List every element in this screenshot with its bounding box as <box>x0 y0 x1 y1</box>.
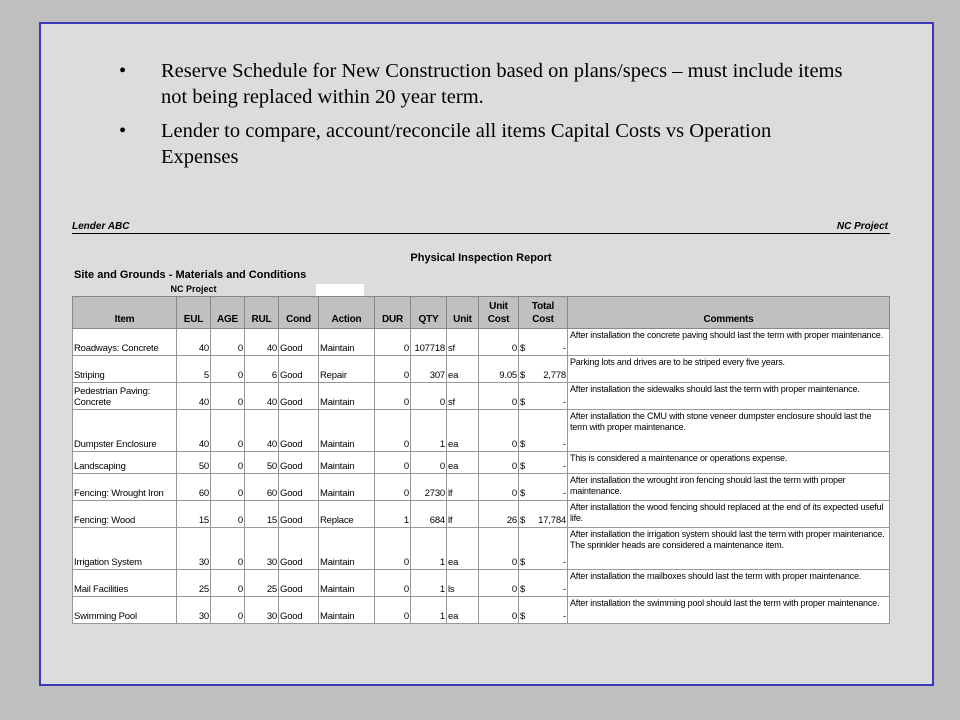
row-action: Maintain <box>319 452 375 474</box>
row-comment: After installation the irrigation system should last the term with proper maintenance. The sprinkler heads are considered a maintenance item. <box>568 528 890 570</box>
row-unit-cost: 0 <box>479 329 519 356</box>
row-age: 0 <box>211 410 245 452</box>
row-rul: 25 <box>245 570 279 597</box>
row-action: Maintain <box>319 528 375 570</box>
row-age: 0 <box>211 570 245 597</box>
row-item-name: Striping <box>73 356 177 383</box>
row-action: Maintain <box>319 410 375 452</box>
row-cond: Good <box>279 528 319 570</box>
row-total-cost <box>519 570 568 597</box>
table-row <box>73 570 890 597</box>
total-cost-value: - <box>563 343 566 354</box>
row-rul: 15 <box>245 501 279 528</box>
row-qty: 107718 <box>411 329 447 356</box>
dollar-sign: $ <box>520 557 526 568</box>
row-cond: Good <box>279 501 319 528</box>
row-comment: After installation the concrete paving should last the term with proper maintenance. <box>568 329 890 356</box>
row-unit: lf <box>447 474 479 501</box>
row-unit: lf <box>447 501 479 528</box>
row-action: Maintain <box>319 570 375 597</box>
row-eul: 30 <box>177 597 211 624</box>
bullet-text: Lender to compare, account/reconcile all items Capital Costs vs Operation Expenses <box>161 120 772 168</box>
col-header-rul: RUL <box>245 297 279 329</box>
table-row <box>73 474 890 501</box>
row-unit: ea <box>447 410 479 452</box>
row-rul: 60 <box>245 474 279 501</box>
row-rul: 40 <box>245 410 279 452</box>
row-item-name: Roadways: Concrete <box>73 329 177 356</box>
table-header-row <box>73 297 890 329</box>
row-age: 0 <box>211 452 245 474</box>
table-row <box>73 528 890 570</box>
col-header-total-cost: Total Cost <box>519 297 568 329</box>
row-dur: 0 <box>375 528 411 570</box>
row-total-cost <box>519 597 568 624</box>
row-dur: 0 <box>375 383 411 410</box>
row-eul: 40 <box>177 383 211 410</box>
row-item-name: Mail Facilities <box>73 570 177 597</box>
row-age: 0 <box>211 528 245 570</box>
row-total-cost <box>519 501 568 528</box>
row-unit: ea <box>447 452 479 474</box>
bullet-text: Reserve Schedule for New Construction based on plans/specs – must include items not being replaced within 20 year term. <box>161 60 843 108</box>
col-header-cond: Cond <box>279 297 319 329</box>
row-total-cost <box>519 410 568 452</box>
bullet-list <box>111 58 851 178</box>
row-cond: Good <box>279 356 319 383</box>
row-age: 0 <box>211 329 245 356</box>
total-cost-value: - <box>563 611 566 622</box>
total-cost-value: - <box>563 461 566 472</box>
row-dur: 0 <box>375 452 411 474</box>
row-qty: 0 <box>411 383 447 410</box>
row-cond: Good <box>279 570 319 597</box>
col-header-eul: EUL <box>177 297 211 329</box>
row-cond: Good <box>279 329 319 356</box>
row-unit-cost: 9.05 <box>479 356 519 383</box>
row-eul: 25 <box>177 570 211 597</box>
row-age: 0 <box>211 597 245 624</box>
row-qty: 1 <box>411 528 447 570</box>
row-qty: 1 <box>411 570 447 597</box>
row-item-name: Dumpster Enclosure <box>73 410 177 452</box>
row-qty: 1 <box>411 597 447 624</box>
dollar-sign: $ <box>520 488 526 499</box>
table-row <box>73 329 890 356</box>
project-name: NC Project <box>836 221 888 232</box>
total-cost-value: - <box>563 397 566 408</box>
row-dur: 0 <box>375 474 411 501</box>
row-dur: 0 <box>375 356 411 383</box>
col-header-item: Item <box>73 297 177 329</box>
dollar-sign: $ <box>520 515 526 526</box>
row-comment: This is considered a maintenance or operations expense. <box>568 452 890 474</box>
table-row <box>73 383 890 410</box>
dollar-sign: $ <box>520 397 526 408</box>
dollar-sign: $ <box>520 461 526 472</box>
table-row <box>73 410 890 452</box>
row-total-cost <box>519 329 568 356</box>
bullet-glyph: • <box>119 120 127 142</box>
row-item-name: Fencing: Wrought Iron <box>73 474 177 501</box>
report-title: Physical Inspection Report <box>410 252 552 264</box>
row-unit-cost: 0 <box>479 570 519 597</box>
row-qty: 2730 <box>411 474 447 501</box>
row-rul: 6 <box>245 356 279 383</box>
row-total-cost <box>519 452 568 474</box>
dollar-sign: $ <box>520 439 526 450</box>
row-qty: 1 <box>411 410 447 452</box>
row-age: 0 <box>211 474 245 501</box>
row-age: 0 <box>211 356 245 383</box>
bullet-item <box>111 58 851 110</box>
row-eul: 60 <box>177 474 211 501</box>
row-item-name: Landscaping <box>73 452 177 474</box>
row-rul: 30 <box>245 528 279 570</box>
row-action: Maintain <box>319 597 375 624</box>
total-cost-value: 2,778 <box>543 370 566 381</box>
row-unit: ea <box>447 528 479 570</box>
inspection-table <box>72 296 890 624</box>
row-cond: Good <box>279 410 319 452</box>
bullet-glyph: • <box>119 60 127 82</box>
row-total-cost <box>519 356 568 383</box>
lender-name: Lender ABC <box>72 221 130 232</box>
row-rul: 30 <box>245 597 279 624</box>
row-unit-cost: 0 <box>479 474 519 501</box>
row-unit-cost: 0 <box>479 383 519 410</box>
row-eul: 15 <box>177 501 211 528</box>
row-action: Maintain <box>319 383 375 410</box>
section-title: Site and Grounds - Materials and Conditions <box>74 269 307 281</box>
header-divider <box>72 233 890 234</box>
table-row <box>73 597 890 624</box>
total-cost-value: - <box>563 557 566 568</box>
col-header-age: AGE <box>211 297 245 329</box>
row-comment: Parking lots and drives are to be striped every five years. <box>568 356 890 383</box>
col-header-dur: DUR <box>375 297 411 329</box>
row-comment: After installation the wood fencing should replaced at the end of its expected useful life. <box>568 501 890 528</box>
row-total-cost <box>519 528 568 570</box>
row-unit-cost: 0 <box>479 452 519 474</box>
row-item-name: Fencing: Wood <box>73 501 177 528</box>
dollar-sign: $ <box>520 343 526 354</box>
table-row <box>73 356 890 383</box>
row-dur: 0 <box>375 410 411 452</box>
col-header-unit: Unit <box>447 297 479 329</box>
row-rul: 40 <box>245 383 279 410</box>
row-rul: 50 <box>245 452 279 474</box>
row-cond: Good <box>279 452 319 474</box>
col-header-comments: Comments <box>568 297 890 329</box>
row-dur: 0 <box>375 597 411 624</box>
row-unit-cost: 0 <box>479 528 519 570</box>
row-item-name: Pedestrian Paving: Concrete <box>73 383 177 410</box>
row-comment: After installation the mailboxes should last the term with proper maintenance. <box>568 570 890 597</box>
row-action: Replace <box>319 501 375 528</box>
row-comment: After installation the sidewalks should last the term with proper maintenance. <box>568 383 890 410</box>
table-row <box>73 452 890 474</box>
row-unit: ea <box>447 356 479 383</box>
row-unit-cost: 26 <box>479 501 519 528</box>
row-unit-cost: 0 <box>479 597 519 624</box>
total-cost-value: - <box>563 439 566 450</box>
row-qty: 307 <box>411 356 447 383</box>
row-dur: 0 <box>375 570 411 597</box>
table-row <box>73 501 890 528</box>
row-dur: 0 <box>375 329 411 356</box>
row-eul: 50 <box>177 452 211 474</box>
row-eul: 40 <box>177 329 211 356</box>
row-item-name: Swimming Pool <box>73 597 177 624</box>
row-comment: After installation the wrought iron fencing should last the term with proper maintenance. <box>568 474 890 501</box>
row-unit: ea <box>447 597 479 624</box>
row-age: 0 <box>211 383 245 410</box>
row-total-cost <box>519 383 568 410</box>
row-unit-cost: 0 <box>479 410 519 452</box>
row-cond: Good <box>279 597 319 624</box>
row-action: Repair <box>319 356 375 383</box>
total-cost-value: - <box>563 488 566 499</box>
row-total-cost <box>519 474 568 501</box>
row-cond: Good <box>279 383 319 410</box>
project-label: NC Project <box>170 284 217 294</box>
row-action: Maintain <box>319 474 375 501</box>
row-eul: 5 <box>177 356 211 383</box>
row-comment: After installation the swimming pool should last the term with proper maintenance. <box>568 597 890 624</box>
row-cond: Good <box>279 474 319 501</box>
row-eul: 30 <box>177 528 211 570</box>
dollar-sign: $ <box>520 370 526 381</box>
col-header-unit-cost: Unit Cost <box>479 297 519 329</box>
slide <box>39 22 934 686</box>
row-action: Maintain <box>319 329 375 356</box>
row-unit: sf <box>447 329 479 356</box>
row-eul: 40 <box>177 410 211 452</box>
row-unit: ls <box>447 570 479 597</box>
row-unit: sf <box>447 383 479 410</box>
row-dur: 1 <box>375 501 411 528</box>
row-rul: 40 <box>245 329 279 356</box>
dollar-sign: $ <box>520 611 526 622</box>
dollar-sign: $ <box>520 584 526 595</box>
col-header-action: Action <box>319 297 375 329</box>
total-cost-value: 17,784 <box>538 515 566 526</box>
total-cost-value: - <box>563 584 566 595</box>
col-header-qty: QTY <box>411 297 447 329</box>
row-age: 0 <box>211 501 245 528</box>
bullet-item <box>111 118 851 170</box>
row-comment: After installation the CMU with stone veneer dumpster enclosure should last the term with proper maintenance. <box>568 410 890 452</box>
row-qty: 0 <box>411 452 447 474</box>
row-item-name: Irrigation System <box>73 528 177 570</box>
row-qty: 684 <box>411 501 447 528</box>
